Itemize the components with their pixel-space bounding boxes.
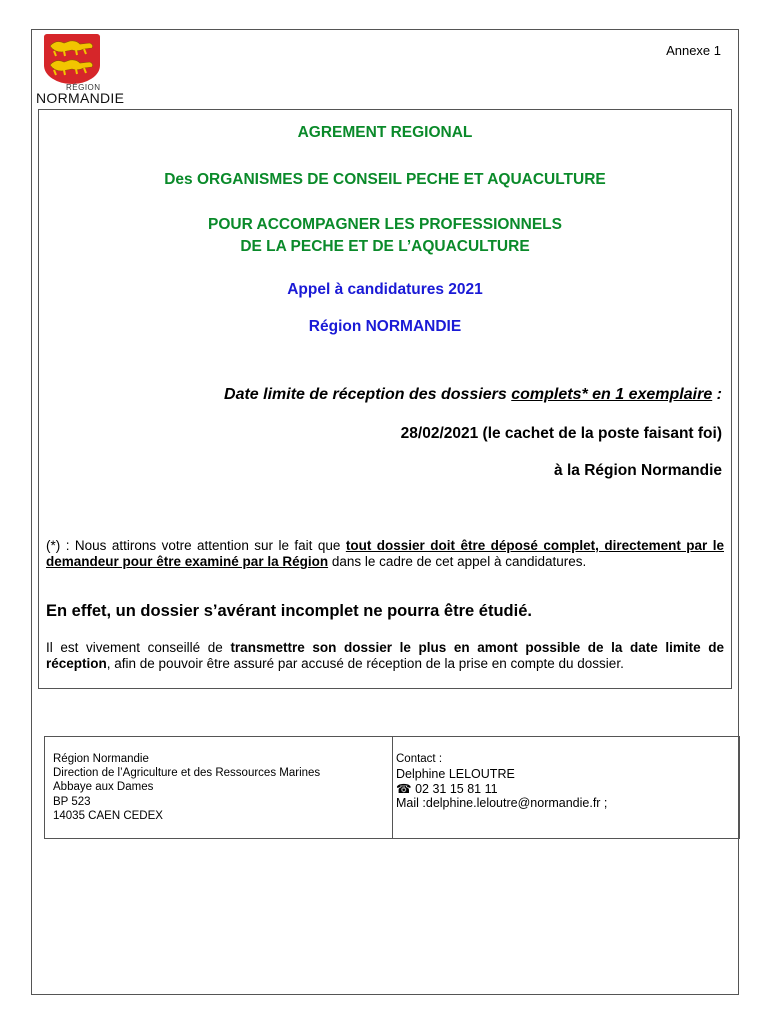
- purpose-line-2: DE LA PECHE ET DE L’AQUACULTURE: [240, 238, 530, 255]
- contact-block: [396, 752, 607, 811]
- call-for-applications: Appel à candidatures 2021: [287, 281, 483, 298]
- contact-table: [44, 736, 740, 839]
- phone-icon: ☎: [396, 781, 412, 796]
- advice-emphasis: transmettre son dossier le plus en amont possible de la date limite de réception: [46, 640, 724, 671]
- deadline-line: Date limite de réception des dossiers complets* en 1 exemplaire :: [224, 386, 722, 403]
- incomplete-warning: En effet, un dossier s’avérant incomplet ne pourra être étudié.: [46, 602, 532, 620]
- note-emphasis: tout dossier doit être déposé complet, directement par le demandeur pour être examiné par la Région: [46, 538, 725, 569]
- address-line: Direction de l’Agriculture et des Ressources Marines: [53, 767, 321, 780]
- address-line: BP 523: [53, 795, 91, 808]
- document-subtitle: Des ORGANISMES DE CONSEIL PECHE ET AQUACULTURE: [164, 171, 606, 188]
- logo-region-label: RÉGION: [66, 83, 101, 92]
- address-line: Région Normandie: [53, 753, 149, 765]
- contact-divider: [392, 737, 393, 838]
- logo-normandie-label: NORMANDIE: [36, 90, 125, 106]
- deadline-underlined: complets* en 1 exemplaire: [511, 386, 713, 403]
- address-line: 14035 CAEN CEDEX: [53, 809, 163, 822]
- contact-phone[interactable]: 02 31 15 81 11: [415, 781, 498, 796]
- advice-paragraph: Il est vivement conseillé de transmettre son dossier le plus en amont possible de la date limite de réception, afin de pouvoir être assuré par accusé de réception de la prise en compte du dossier.: [46, 640, 724, 671]
- deadline-destination: à la Région Normandie: [554, 462, 722, 479]
- annexe-label: Annexe 1: [666, 43, 721, 58]
- contact-mail[interactable]: Mail :delphine.leloutre@normandie.fr ;: [396, 796, 608, 811]
- leopards-flag-icon: [44, 34, 100, 84]
- document-title: AGREMENT REGIONAL: [297, 124, 473, 141]
- note-paragraph: (*) : Nous attirons votre attention sur le fait que tout dossier doit être déposé complet, directement par le demandeur pour être examiné par la Région dans le cadre de cet appel à candidatures.: [46, 538, 725, 569]
- address-block: [53, 752, 320, 823]
- region-heading: Région NORMANDIE: [308, 318, 462, 335]
- purpose-line-1: POUR ACCOMPAGNER LES PROFESSIONNELS: [208, 216, 562, 233]
- address-line: Abbaye aux Dames: [53, 781, 154, 794]
- contact-phone-line: [396, 782, 607, 797]
- region-normandie-logo: [36, 34, 125, 106]
- contact-label: Contact :: [396, 753, 443, 765]
- contact-name: Delphine LELOUTRE: [396, 766, 515, 781]
- deadline-date: 28/02/2021 (le cachet de la poste faisant foi): [400, 425, 722, 442]
